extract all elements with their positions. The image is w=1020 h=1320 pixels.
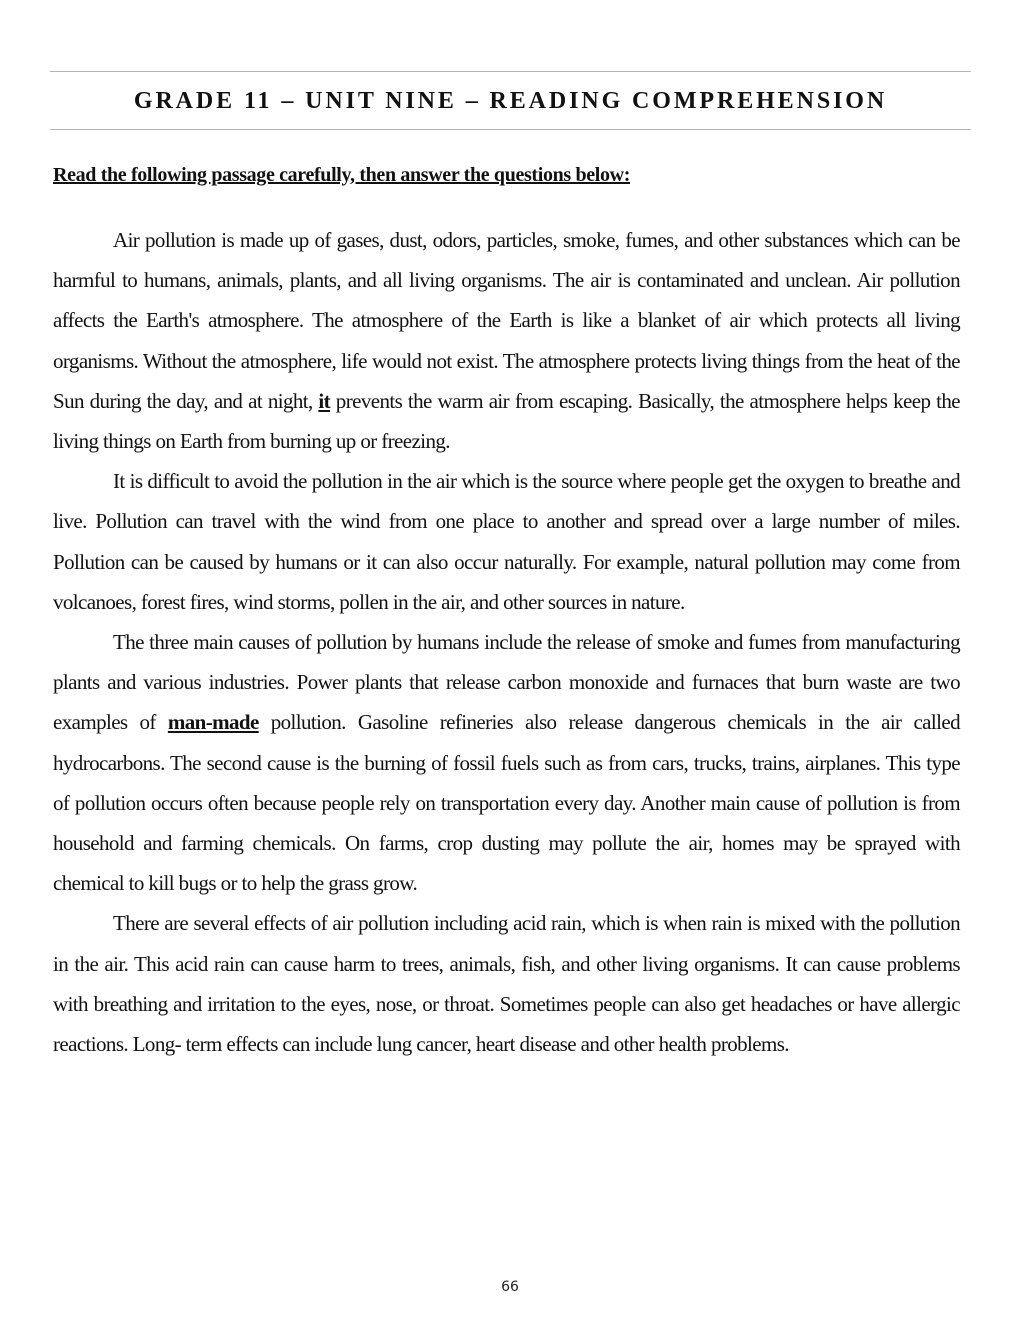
passage-paragraph-1 [53,220,960,461]
paragraph-text: prevents the warm air from escaping. Basically, the atmosphere helps keep the living things on Earth from burning up or freezing. [53,388,960,454]
paragraph-text: Air pollution is made up of gases, dust, odors, particles, smoke, fumes, and other substances which can be harmful to humans, animals, plants, and all living organisms. The air is contaminated and unclean. Air pollution affects the Earth's atmosphere. The atmosphere of the Earth is like a blanket of air which protects all living organisms. Without the atmosphere, life would not exist. The atmosphere protects living things from the heat of the Sun during the day, and at night, [53,228,960,413]
passage-paragraph-2: It is difficult to avoid the pollution in the air which is the source where people get the oxygen to breathe and live. Pollution can travel with the wind from one place to another and spread over a large number of miles. Pollution can be caused by humans or it can also occur naturally. For example, natural pollution may come from volcanoes, forest fires, wind storms, pollen in the air, and other sources in nature. [53,469,960,614]
highlighted-word-man-made: man-made [167,710,259,735]
page-title: GRADE 11 – UNIT NINE – READING COMPREHENSION [133,88,888,114]
passage-paragraph-4: There are several effects of air pollution including acid rain, which is when rain is mixed with the pollution in the air. This acid rain can cause harm to trees, animals, fish, and other living organisms. It can cause problems with breathing and irritation to the eyes, nose, or throat. Sometimes people can also get headaches or have allergic reactions. Long- term effects can include lung cancer, heart disease and other health problems. [53,911,960,1057]
header-bottom-rule [50,129,971,130]
reading-passage [53,220,960,1064]
header-top-rule [50,71,971,72]
paragraph-text: The three main causes of pollution by humans include the release of smoke and fumes from manufacturing plants and various industries. Power plants that release carbon monoxide and furnaces that burn waste are two examples of [53,630,960,735]
paragraph-text: pollution. Gasoline refineries also release dangerous chemicals in the air called hydrocarbons. The second cause is the burning of fossil fuels such as from cars, trucks, trains, airplanes. This type of pollution occurs often because people rely on transportation every day. Another main cause of pollution is from household and farming chemicals. On farms, crop dusting may pollute the air, homes may be sprayed with chemical to kill bugs or to help the grass grow. [53,710,960,896]
highlighted-word-it: it [318,388,331,413]
page-number: 66 [501,1279,519,1295]
passage-paragraph-3 [53,622,960,903]
instruction-heading: Read the following passage carefully, then answer the questions below: [53,164,631,186]
